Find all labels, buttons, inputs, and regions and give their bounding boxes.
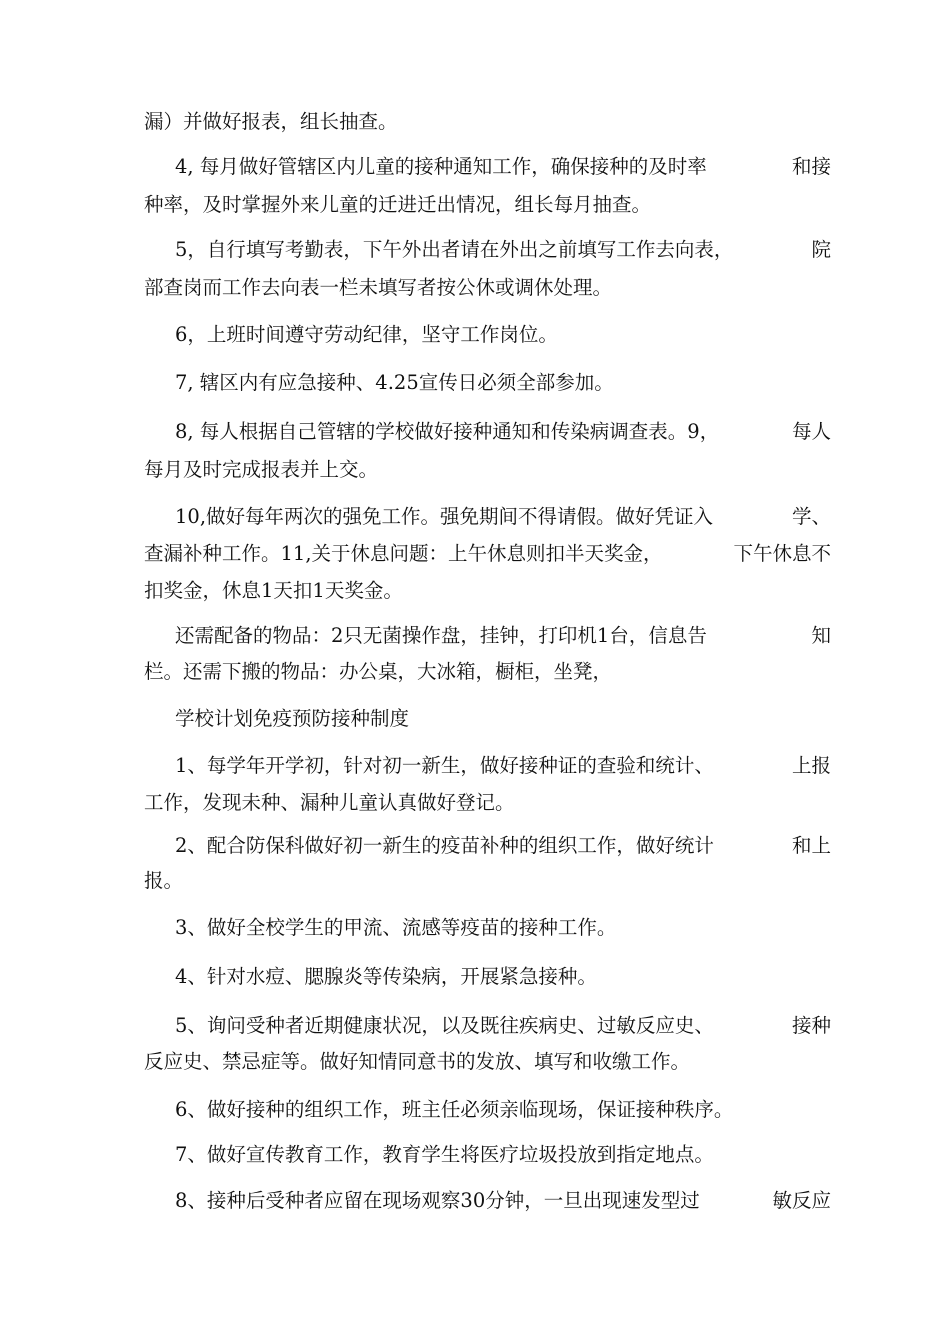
text-line: 种率，及时掌握外来儿童的迁进迁出情况，组长每月抽查。	[144, 193, 652, 216]
text-line	[175, 152, 831, 182]
text-segment: 接种	[791, 1014, 831, 1037]
text-line: 扣奖金，休息1天扣1天奖金。	[144, 579, 403, 602]
text-line: 4、针对水痘、腮腺炎等传染病，开展紧急接种。	[175, 965, 597, 988]
text-segment: 上报	[791, 754, 831, 777]
text-segment: 8, 每人根据自己管辖的学校做好接种通知和传染病调查表。9，	[175, 420, 720, 443]
text-line: 6，上班时间遵守劳动纪律，坚守工作岗位。	[175, 323, 558, 346]
text-segment: 5，自行填写考勤表，下午外出者请在外出之前填写工作去向表，	[175, 238, 734, 261]
text-line: 反应史、禁忌症等。做好知情同意书的发放、填写和收缴工作。	[144, 1050, 691, 1073]
text-segment: 学、	[791, 505, 831, 528]
text-segment: 8、接种后受种者应留在现场观察30分钟，一旦出现速发型过	[175, 1189, 700, 1212]
text-line	[144, 539, 831, 569]
text-line	[175, 831, 831, 861]
text-line	[175, 1186, 831, 1216]
text-line: 部查岗而工作去向表一栏未填写者按公休或调休处理。	[144, 276, 613, 299]
text-line: 7, 辖区内有应急接种、4.25宣传日必须全部参加。	[175, 371, 614, 394]
text-segment: 知	[811, 624, 831, 647]
text-line: 漏）并做好报表，组长抽查。	[144, 110, 398, 133]
section-heading: 学校计划免疫预防接种制度	[175, 707, 410, 730]
text-line: 3、做好全校学生的甲流、流感等疫苗的接种工作。	[175, 916, 617, 939]
text-segment: 1、每学年开学初，针对初一新生，做好接种证的查验和统计、	[175, 754, 714, 777]
text-line	[175, 621, 831, 651]
text-segment: 下午休息不	[733, 542, 831, 565]
text-line	[175, 751, 831, 781]
text-segment: 和上	[791, 834, 831, 857]
text-segment: 4, 每月做好管辖区内儿童的接种通知工作，确保接种的及时率	[175, 155, 707, 178]
text-line: 每月及时完成报表并上交。	[144, 458, 379, 481]
text-line: 栏。还需下搬的物品：办公桌，大冰箱，橱柜，坐凳，	[144, 660, 613, 683]
text-segment: 院	[811, 238, 831, 261]
text-segment: 每人	[791, 420, 831, 443]
text-line: 工作，发现未种、漏种儿童认真做好登记。	[144, 791, 515, 814]
text-line	[175, 235, 831, 265]
text-segment: 5、询问受种者近期健康状况，以及既往疾病史、过敏反应史、	[175, 1014, 714, 1037]
text-segment: 敏反应	[772, 1189, 831, 1212]
text-line: 6、做好接种的组织工作，班主任必须亲临现场，保证接种秩序。	[175, 1098, 734, 1121]
text-line	[175, 1011, 831, 1041]
text-segment: 和接	[791, 155, 831, 178]
text-segment: 10,做好每年两次的强免工作。强免期间不得请假。做好凭证入	[175, 505, 714, 528]
text-line: 报。	[144, 869, 184, 892]
text-segment: 还需配备的物品：2只无菌操作盘，挂钟，打印机1台，信息告	[175, 624, 707, 647]
text-segment: 查漏补种工作。11,关于休息问题：上午休息则扣半天奖金，	[144, 542, 663, 565]
text-segment: 2、配合防保科做好初一新生的疫苗补种的组织工作，做好统计	[175, 834, 714, 857]
text-line	[175, 417, 831, 447]
text-line	[175, 502, 831, 532]
text-line: 7、做好宣传教育工作，教育学生将医疗垃圾投放到指定地点。	[175, 1143, 714, 1166]
